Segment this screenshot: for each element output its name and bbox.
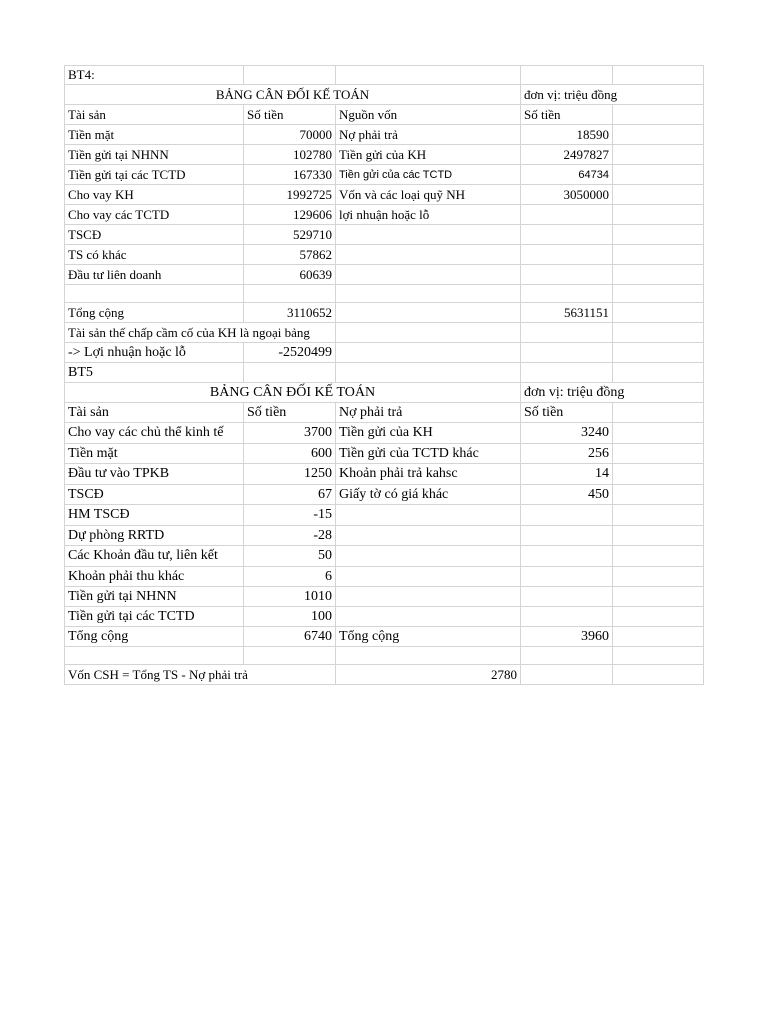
bt5-header-assets[interactable]: Tài sản (64, 403, 243, 422)
bt4-label[interactable]: BT4: (64, 66, 243, 84)
bt4-total-row (64, 303, 704, 323)
table-row: Đầu tư vào TPKB 1250 Khoản phải trả kahsc 14 (64, 464, 704, 485)
bt4-label-row (64, 65, 704, 85)
table-row: Khoản phải thu khác 6 (64, 567, 704, 587)
bt4-header-row (64, 105, 704, 125)
bt4-profit-label[interactable]: -> Lợi nhuận hoặc lỗ (64, 343, 243, 362)
bt4-header-amount-2[interactable]: Số tiền (520, 105, 612, 124)
bt4-unit[interactable]: đơn vị: triệu đồng (520, 85, 612, 104)
bt5-header-liabilities[interactable]: Nợ phải trả (335, 403, 520, 422)
table-row: Cho vay các chủ thể kinh tế 3700 Tiền gửi của KH 3240 (64, 423, 704, 444)
bt5-total-assets[interactable]: 6740 (243, 627, 335, 646)
bt4-note[interactable]: Tài sản thế chấp cầm cố của KH là ngoại bảng (64, 323, 335, 342)
bt4-total-assets[interactable]: 3110652 (243, 303, 335, 322)
table-row: Các Khoản đầu tư, liên kết 50 (64, 546, 704, 567)
bt4-profit-row (64, 343, 704, 363)
bt5-total-label[interactable]: Tổng cộng (64, 627, 243, 646)
table-row: Cho vay KH 1992725 Vốn và các loại quỹ NH 3050000 (64, 185, 704, 205)
bt5-header-amount[interactable]: Số tiền (243, 403, 335, 422)
bt5-label[interactable]: BT5 (64, 363, 243, 382)
table-row: Tiền gửi tại các TCTD 100 (64, 607, 704, 627)
bt4-total-sources[interactable]: 5631151 (520, 303, 612, 322)
table-row: TSCĐ 67 Giấy tờ có giá khác 450 (64, 485, 704, 505)
bt4-profit-value[interactable]: -2520499 (243, 343, 335, 362)
bt5-total-liabilities-label[interactable]: Tổng cộng (335, 627, 520, 646)
table-row: Tiền mặt 600 Tiền gửi của TCTD khác 256 (64, 444, 704, 464)
bt4-title[interactable]: BẢNG CÂN ĐỐI KẾ TOÁN (64, 85, 520, 104)
bt5-equity-label[interactable]: Vốn CSH = Tổng TS - Nợ phải trả (64, 665, 335, 684)
bt5-total-row (64, 627, 704, 647)
empty-row (64, 285, 704, 303)
bt5-equity-value[interactable]: 2780 (335, 665, 520, 684)
bt4-header-assets[interactable]: Tài sản (64, 105, 243, 124)
table-row: Dự phòng RRTD -28 (64, 526, 704, 546)
table-row: HM TSCĐ -15 (64, 505, 704, 526)
table-row: Tiền gửi tại NHNN 1010 (64, 587, 704, 607)
bt4-title-row (64, 85, 704, 105)
bt5-equity-row (64, 665, 704, 685)
bt5-label-row (64, 363, 704, 383)
table-row: TS có khác 57862 (64, 245, 704, 265)
table-row: Cho vay các TCTD 129606 lợi nhuận hoặc lỗ (64, 205, 704, 225)
empty-row (64, 647, 704, 665)
table-row: Đầu tư liên doanh 60639 (64, 265, 704, 285)
bt5-total-liabilities[interactable]: 3960 (520, 627, 612, 646)
table-row: TSCĐ 529710 (64, 225, 704, 245)
bt4-note-row (64, 323, 704, 343)
table-row: Tiền mặt 70000 Nợ phải trả 18590 (64, 125, 704, 145)
table-row: Tiền gửi tại các TCTD 167330 Tiền gửi của các TCTD 64734 (64, 165, 704, 185)
bt5-unit[interactable]: đơn vị: triệu đồng (520, 383, 612, 402)
table-row: Tiền gửi tại NHNN 102780 Tiền gửi của KH 2497827 (64, 145, 704, 165)
bt4-header-amount[interactable]: Số tiền (243, 105, 335, 124)
bt5-header-row (64, 403, 704, 423)
spreadsheet (64, 65, 704, 685)
bt5-header-amount-2[interactable]: Số tiền (520, 403, 612, 422)
bt5-title[interactable]: BẢNG CÂN ĐỐI KẾ TOÁN (64, 383, 520, 402)
bt4-header-sources[interactable]: Nguồn vốn (335, 105, 520, 124)
bt5-title-row (64, 383, 704, 403)
bt4-total-label[interactable]: Tổng cộng (64, 303, 243, 322)
